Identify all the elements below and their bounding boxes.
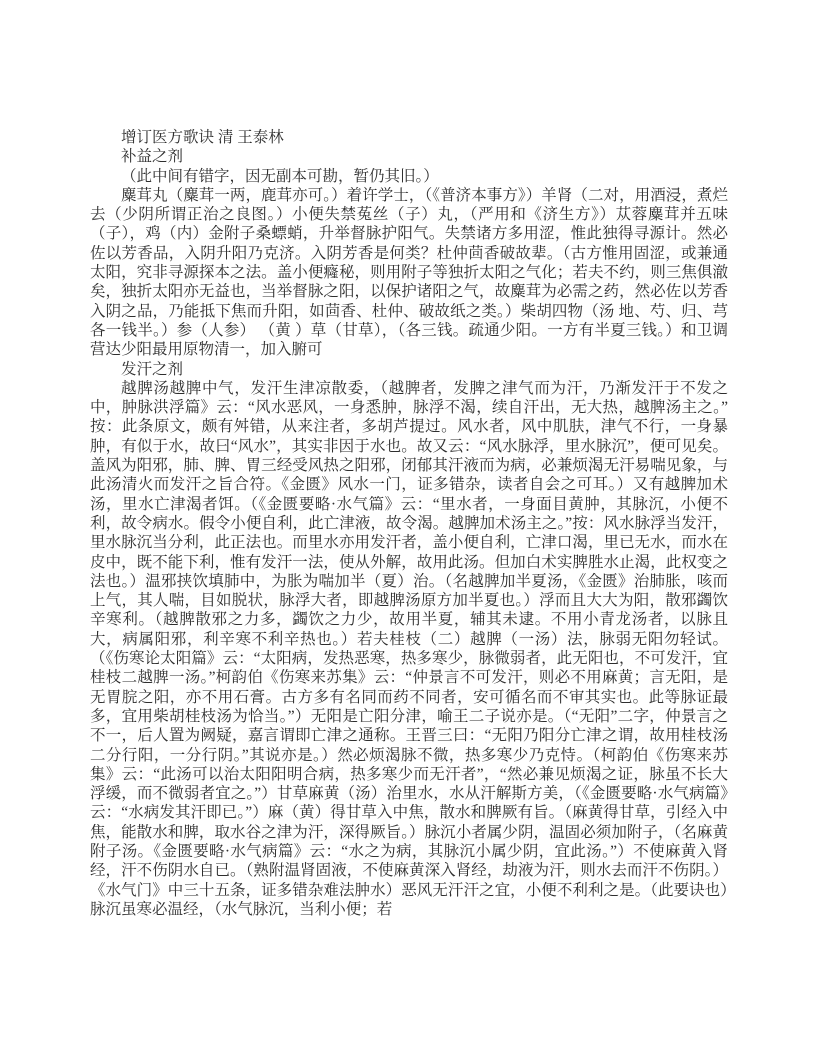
paragraph-yuepi-tang: 越脾汤越脾中气，发汗生津凉散委，（越脾者，发脾之津气而为汗，乃渐发汗于不发之中，肿脉洪浮篇》云：“风水恶风，一身悉肿，脉浮不渴，续自汗出，无大热，越脾汤主之。”按：此条原文，颇有舛错，从来注者，多胡芦提过。风水者，风中肌肤，津气不行，一身暴肿，有似于水，故曰“风水”，其实非因于水也。故又云：“风水脉浮，里水脉沉”，便可见矣。盖风为阳邪，肺、脾、胃三经受风热之阳邪，闭郁其汗液而为病，必兼烦渴无汗易喘见象，与此汤清火而发汗之旨合符。《金匮》风水一门，证多错杂，读者自会之可耳。）又有越脾加术汤，里水亡津渴者饵。（《金匮要略·水气篇》云：“里水者，一身面目黄肿，其脉沉，小便不利，故令病水。假令小便自利，此亡津液，故令渴。越脾加术汤主之。”按：风水脉浮当发汗，里水脉沉当分利，此正法也。而里水亦用发汗者，盖小便自利，亡津口渴，里已无水，而水在皮中，既不能下利，惟有发汗一法，使从外解，故用此汤。但加白术实脾胜水止渴，此权变之法也。）温邪挟饮填肺中，为胀为喘加半（夏）治。（名越脾加半夏汤，《金匮》治肺胀，咳而上气，其人喘，目如脱状，脉浮大者，即越脾汤原方加半夏也。）浮而且大大为阳，散邪蠲饮辛寒利。（越脾散邪之力多，蠲饮之力少，故用半夏，辅其未逮。不用小青龙汤者，以脉且大，病属阳邪，利辛寒不利辛热也。）若夫桂枝（二）越脾（一汤）法，脉弱无阳勿轻试。（《伤寒论太阳篇》云：“太阳病，发热恶寒，热多寒少，脉微弱者，此无阳也，不可发汗，宜桂枝二越脾一汤。”柯韵伯《伤寒来苏集》云：“仲景言不可发汗，则必不用麻黄；言无阳，是无胃脘之阳，亦不用石膏。古方多有名同而药不同者，安可循名而不审其实也。此等脉证最多，宜用柴胡桂枝汤为恰当。”）无阳是亡阳分津，喻王二子说亦是。（“无阳”二字，仲景言之不一，后人置为阙疑，嘉言谓即亡津之通称。王晋三曰：“无阳乃阳分亡津之谓，故用桂枝汤二分行阳，一分行阴。”其说亦是。）然必烦渴脉不微，热多寒少乃克恃。（柯韵伯《伤寒来苏集》云：“此汤可以治太阳阳明合病，热多寒少而无汗者”，“然必兼见烦渴之证，脉虽不长大浮缓，而不微弱者宜之。”）甘草麻黄（汤）治里水，水从汗解斯方美，（《金匮要略·水气病篇》云：“水病发其汗即已。”）麻（黄）得甘草入中焦，散水和脾厥有旨。（麻黄得甘草，引经入中焦，能散水和脾，取水谷之津为汗，深得厥旨。）脉沉小者属少阴，温固必须加附子，（名麻黄附子汤。《金匮要略·水气病篇》云：“水之为病，其脉沉小属少阴，宜此汤。”）不使麻黄入肾经，汗不伤阴水自已。（熟附温肾固液，不使麻黄深入肾经，劫液为汗，则水去而汗不伤阴。）《水气门》中三十五条，证多错杂难法肿水）恶风无汗汗之宜，小便不利利之是。（此要诀也）脉沉虽寒必温经，（水气脉沉，当利小便；若 [90,379,728,918]
section-heading-fahan-zhi-ji: 发汗之剂 [121,360,184,378]
doc-title: 增订医方歌诀 清 王泰林 [121,129,284,146]
section-heading-buyi-zhi-ji: 补益之剂 [121,148,184,166]
paragraph-mirong-wan: 麋茸丸（麋茸一两，鹿茸亦可。）着许学士，（《普济本事方》）羊肾（二对，用酒浸，煮烂去（少阴所谓正治之良图。）小便失禁菟丝（子）丸，（严用和《济生方》）苁蓉麋茸并五味（子），鸡（内）金附子桑螵蛸，升举督脉护阳气。失禁诸方多用涩，惟此独得寻源计。然必佐以芳香品，入阴升阳乃克济。入阴芳香是何类？杜仲茴香破故辈。（古方惟用固涩，或兼通太阳，究非寻源探本之法。盖小便癃秘，则用附子等独折太阳之气化；若夫不约，则三焦俱澈矣，独折太阳亦无益也，当举督脉之阳，以保护诸阳之气，故麋茸为必需之药，然必佐以芳香入阴之品，乃能抵下焦而升阳，如茴香、杜仲、破故纸之类。）柴胡四物（汤 地、芍、归、芎各一钱半。）参（人参） （黄 ）草（甘草），（各三钱。疏通少阳。一方有半夏三钱。）和卫调营达少阳最用原物清一，加入腑可 [90,186,728,359]
editor-note: （此中间有错字，因无副本可勘，暂仍其旧。） [121,167,439,185]
